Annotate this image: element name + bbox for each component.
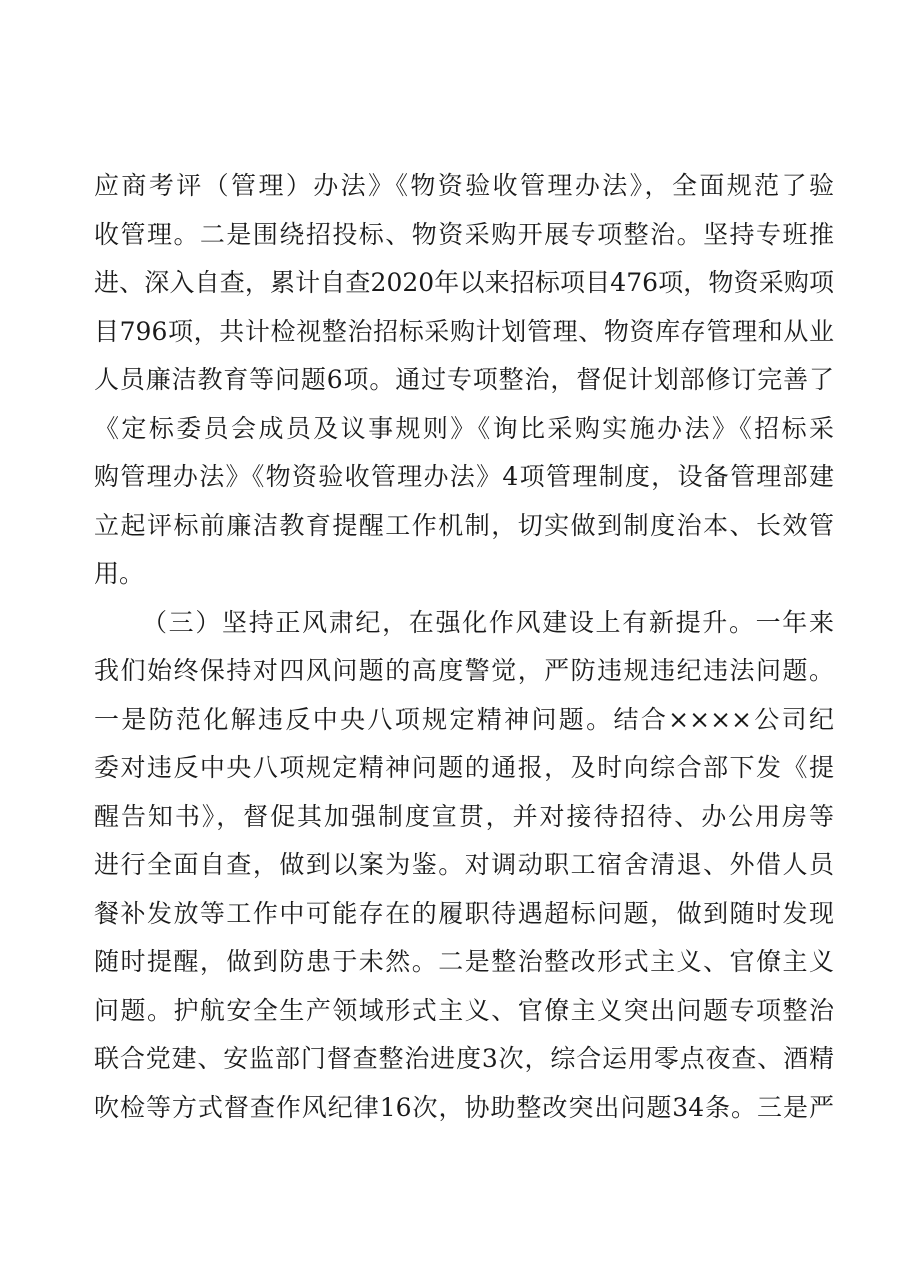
- text-line: 联合党建、安监部门督查整治进度3次，综合运用零点夜查、酒精: [94, 1044, 834, 1073]
- body-text: [94, 162, 834, 1132]
- text-line: 问题。护航安全生产领域形式主义、官僚主义突出问题专项整治: [94, 995, 834, 1025]
- text-line: 餐补发放等工作中可能存在的履职待遇超标问题，做到随时发现: [94, 898, 834, 928]
- text-line: 吹检等方式督查作风纪律16次，协助整改突出问题34条。三是严: [94, 1092, 834, 1122]
- text-line: 随时提醒，做到防患于未然。二是整治整改形式主义、官僚主义: [94, 947, 834, 976]
- text-line: 一是防范化解违反中央八项规定精神问题。结合××××公司纪: [94, 704, 834, 734]
- text-line: 收管理。二是围绕招投标、物资采购开展专项整治。坚持专班推: [94, 219, 834, 249]
- text-line: 人员廉洁教育等问题6项。通过专项整治，督促计划部修订完善了: [94, 365, 834, 394]
- section-heading-line: （三）坚持正风肃纪，在强化作风建设上有新提升。一年来: [142, 607, 834, 637]
- text-line: 进行全面自查，做到以案为鉴。对调动职工宿舍清退、外借人员: [94, 850, 834, 879]
- text-line: 应商考评（管理）办法》《物资验收管理办法》，全面规范了验: [94, 171, 834, 200]
- text-line: 进、深入自查，累计自查2020年以来招标项目476项，物资采购项: [94, 268, 834, 297]
- text-line: 目796项，共计检视整治招标采购计划管理、物资库存管理和从业: [94, 316, 834, 346]
- text-line: 购管理办法》《物资验收管理办法》4项管理制度，设备管理部建: [94, 462, 834, 491]
- text-line: 立起评标前廉洁教育提醒工作机制，切实做到制度治本、长效管: [94, 510, 834, 540]
- text-line: 《定标委员会成员及议事规则》《询比采购实施办法》《招标采: [94, 413, 834, 443]
- text-line: 委对违反中央八项规定精神问题的通报，及时向综合部下发《提: [94, 753, 834, 782]
- text-line: 醒告知书》，督促其加强制度宣贯，并对接待招待、办公用房等: [94, 801, 834, 831]
- text-line: 我们始终保持对四风问题的高度警觉，严防违规违纪违法问题。: [94, 656, 834, 685]
- text-line: 用。: [94, 559, 145, 588]
